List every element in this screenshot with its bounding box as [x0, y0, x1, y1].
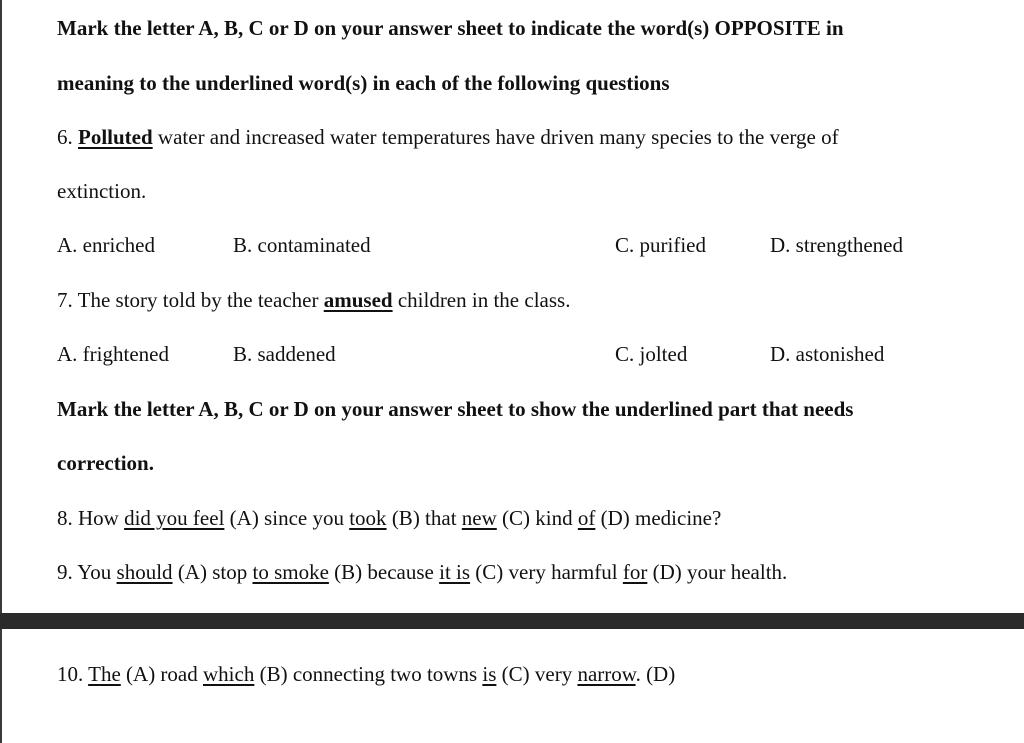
page-divider [0, 613, 1024, 629]
question-8-part-b: took [349, 506, 387, 530]
question-6-line2: extinction. [57, 179, 147, 203]
question-8-part-c: new [461, 506, 497, 530]
question-8-text-0: 8. How [57, 506, 125, 530]
question-6-option-c: C. purified [615, 233, 706, 257]
question-10-line [57, 660, 675, 688]
question-9-part-a: should [116, 560, 173, 584]
question-8-part-d: of [577, 506, 596, 530]
question-8-text-2: (B) that [386, 506, 462, 530]
question-7-keyword: amused [323, 288, 393, 312]
question-10-text-1: (A) road [120, 662, 203, 686]
question-7-line [57, 286, 570, 314]
question-9-text-2: (B) because [328, 560, 440, 584]
question-6-option-b: B. contaminated [233, 233, 371, 257]
question-6-number: 6. [57, 125, 78, 149]
question-10-text-0: 10. [57, 662, 89, 686]
question-9-text-3: (C) very harmful [470, 560, 623, 584]
question-8-text-1: (A) since you [224, 506, 350, 530]
question-9-text-0: 9. You [57, 560, 117, 584]
question-9-part-b: to smoke [252, 560, 329, 584]
question-10-part-c: is [482, 662, 497, 686]
question-7-option-c: C. jolted [615, 342, 688, 366]
question-9-text-4: (D) your health. [647, 560, 788, 584]
question-10-part-a: The [88, 662, 121, 686]
question-10-text-3: (C) very [496, 662, 578, 686]
worksheet-page-2 [0, 629, 1024, 743]
question-6-line1 [57, 123, 839, 151]
question-10-part-b: which [203, 662, 255, 686]
instruction-opposite-line1: Mark the letter A, B, C or D on your answer sheet to indicate the word(s) OPPOSITE in [57, 16, 844, 40]
question-8-part-a: did you feel [124, 506, 225, 530]
question-9-part-d: for [622, 560, 648, 584]
question-9-text-1: (A) stop [172, 560, 253, 584]
question-7-option-a: A. frightened [57, 342, 169, 366]
question-8-text-4: (D) medicine? [595, 506, 722, 530]
question-9-line [57, 558, 787, 586]
question-10-text-2: (B) connecting two towns [254, 662, 483, 686]
question-9-part-c: it is [439, 560, 471, 584]
question-6-keyword: Polluted [78, 125, 153, 149]
question-6-option-d: D. strengthened [770, 233, 903, 257]
question-6-option-a: A. enriched [57, 233, 155, 257]
question-7-suffix: children in the class. [392, 288, 571, 312]
question-7-option-b: B. saddened [233, 342, 336, 366]
question-7-option-d: D. astonished [770, 342, 885, 366]
instruction-correction-line2: correction. [57, 451, 154, 475]
question-10-text-4: . (D) [635, 662, 676, 686]
instruction-correction-line1: Mark the letter A, B, C or D on your answer sheet to show the underlined part that needs [57, 397, 854, 421]
question-8-text-3: (C) kind [496, 506, 578, 530]
instruction-opposite-line2: meaning to the underlined word(s) in each of the following questions [57, 71, 670, 95]
question-6-text: water and increased water temperatures have driven many species to the verge of [152, 125, 839, 149]
question-10-part-d: narrow [577, 662, 636, 686]
question-7-prefix: 7. The story told by the teacher [57, 288, 324, 312]
question-8-line [57, 504, 721, 532]
